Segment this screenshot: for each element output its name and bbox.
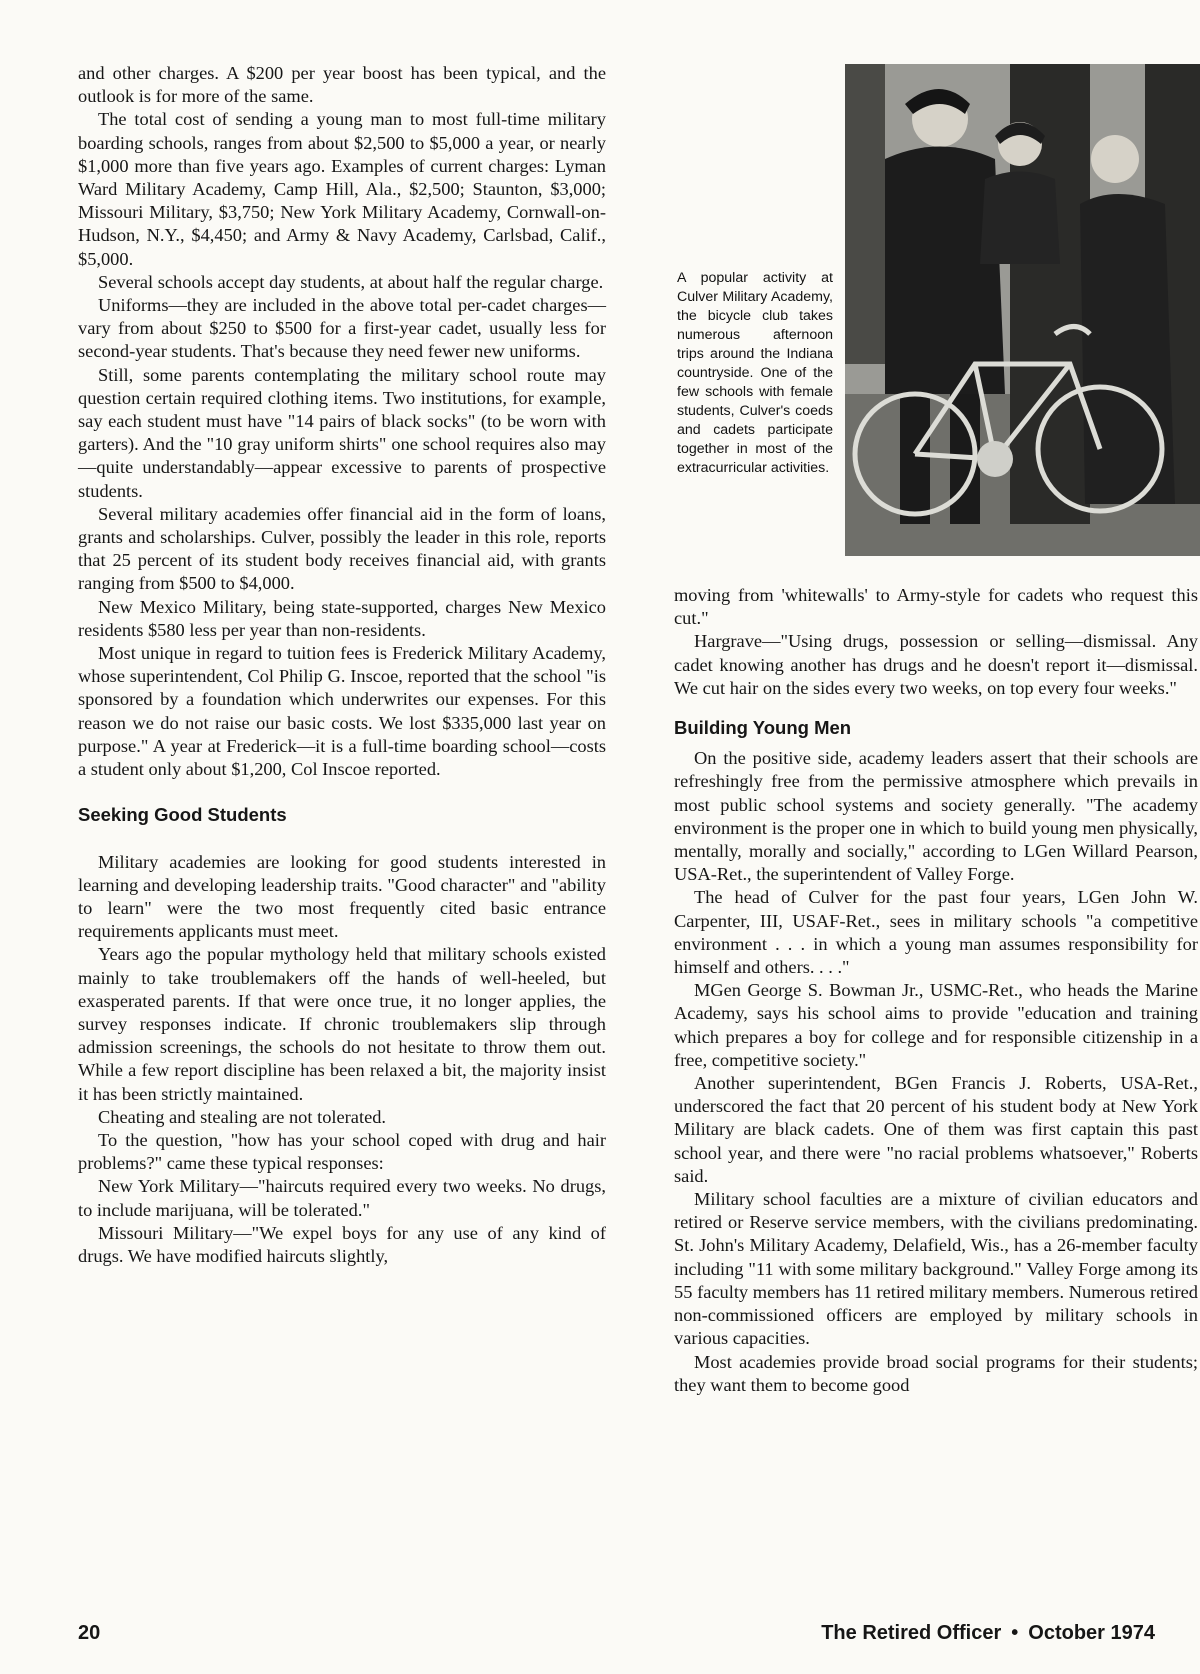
paragraph: To the question, "how has your school coped with drug and hair problems?" came these typical responses: xyxy=(78,1129,606,1174)
paragraph: Years ago the popular mythology held that military schools existed mainly to take troublemakers off the hands of well-heeled, but exasperated parents. If that were once true, it no longer applies, the survey responses indicate. If chronic troublemakers slip through admission screenings, the schools do not hesitate to throw them out. While a few report discipline has been relaxed a bit, the majority insist it has been strictly maintained. xyxy=(78,944,606,1104)
paragraph: Still, some parents contemplating the military school route may question certain required clothing items. Two institutions, for example, say each student must have "14 pairs of black socks" (to be worn with garters). And the "10 gray uniform shirts" one school requires also may—quite understandably—appear excessive to parents of prospective students. xyxy=(78,364,606,501)
paragraph: Military academies are looking for good students interested in learning and developing leadership traits. "Good character" and "ability to learn" were the two most frequently cited basic entrance requirements applicants must meet. xyxy=(78,851,606,942)
paragraph: New York Military—"haircuts required every two weeks. No drugs, to include marijuana, will be tolerated." xyxy=(78,1176,606,1220)
section-heading-building-young-men: Building Young Men xyxy=(674,717,852,739)
paragraph: moving from 'whitewalls' to Army-style for cadets who request this cut." xyxy=(674,585,1198,629)
paragraph: MGen George S. Bowman Jr., USMC-Ret., who heads the Marine Academy, says his school aims to provide "education and training which prepares a boy for college and for responsible citizenship in a free, competitive society." xyxy=(674,980,1198,1070)
paragraph: On the positive side, academy leaders assert that their schools are refreshingly free from the permissive atmosphere which prevails in most public school systems and society generally. "The academy environment is the proper one in which to build young men physically, mentally, morally and socially," according to LGen Willard Pearson, USA-Ret., the superintendent of Valley Forge. xyxy=(674,748,1198,885)
running-footer xyxy=(821,1622,1155,1645)
man-head xyxy=(1091,135,1139,183)
paragraph: Several schools accept day students, at about half the regular charge. xyxy=(98,271,604,292)
paragraph: Most unique in regard to tuition fees is Frederick Military Academy, whose superintendent, Col Philip G. Inscoe, reported that the school "is sponsored by a foundation which underwrites our expenses. For this reason we do not raise our basic costs. We lost $335,000 last year on purpose." A year at Frederick—it is a full-time boarding school—costs a student only about $1,200, Col Inscoe reported. xyxy=(78,643,606,780)
photo-caption: A popular activity at Culver Military Academy, the bicycle club takes numerous afternoon trips around the Indiana countryside. One of the few schools with female students, Culver's coeds and cadets participate together in most of the extracurricular activities. xyxy=(677,270,833,476)
paragraph: Uniforms—they are included in the above total per-cadet charges—vary from about $250 to $500 for a first-year cadet, usually less for second-year students. That's because they need fewer new uniforms. xyxy=(78,295,606,362)
paragraph: Military school faculties are a mixture of civilian educators and retired or Reserve service members, with the civilians predominating. St. John's Military Academy, Delafield, Wis., has a 26-member faculty including "11 with some military background." Valley Forge among its 55 faculty members has 11 retired military members. Numerous retired non-commissioned officers are employed by military schools in various capacities. xyxy=(674,1189,1198,1349)
bicycle-chainring xyxy=(977,441,1013,477)
photo-illustration xyxy=(845,64,1200,556)
issue-date: October 1974 xyxy=(1028,1622,1155,1644)
background-trees xyxy=(845,64,885,364)
paragraph: The head of Culver for the past four years, LGen John W. Carpenter, III, USAF-Ret., sees in military schools "a competitive environment . . . in which a young man assumes responsibility for himself and others. . . ." xyxy=(674,887,1198,978)
paragraph: New Mexico Military, being state-supported, charges New Mexico residents $580 less per year than non-residents. xyxy=(78,596,606,640)
paragraph: Several military academies offer financial aid in the form of loans, grants and scholarships. Culver, possibly the leader in this role, reports that 25 percent of its student body receives financial aid, with grants ranging from $500 to $4,000. xyxy=(78,503,606,594)
paragraph: Missouri Military—"We expel boys for any use of any kind of drugs. We have modified haircuts slightly, xyxy=(78,1222,606,1266)
paragraph: Cheating and stealing are not tolerated. xyxy=(98,1106,387,1127)
section-heading-seeking-good-students: Seeking Good Students xyxy=(78,804,287,826)
right-column xyxy=(674,584,1198,1397)
paragraph: Hargrave—"Using drugs, possession or selling—dismissal. Any cadet knowing another has drugs and he doesn't report it—dismissal. We cut hair on the sides every two weeks, on top every four weeks." xyxy=(674,631,1198,698)
coed-sweater xyxy=(980,172,1060,265)
paragraph: The total cost of sending a young man to most full-time military boarding schools, ranges from about $2,500 to $5,000 a year, or nearly $1,000 more than five years ago. Examples of current charges: Lyman Ward Military Academy, Camp Hill, Ala., $2,500; Staunton, $3,000; Missouri Military, $3,750; New York Military Academy, Cornwall-on-Hudson, N.Y., $4,450; and Army & Navy Academy, Carlsbad, Calif., $5,000. xyxy=(78,109,606,269)
paragraph: Most academies provide broad social programs for their students; they want them to become good xyxy=(674,1351,1198,1395)
paragraph: and other charges. A $200 per year boost has been typical, and the outlook is for more of the same. xyxy=(78,63,606,107)
footer-bullet: • xyxy=(1011,1622,1019,1644)
paragraph: Another superintendent, BGen Francis J. Roberts, USA-Ret., underscored the fact that 20 percent of his student body at New York Military are black cadets. One of them was first captain this past school year, and there were "no racial problems whatsoever," Roberts said. xyxy=(674,1073,1198,1186)
page-number: 20 xyxy=(78,1622,101,1644)
cadet-leg xyxy=(900,394,930,524)
bicycle-club-photo xyxy=(845,64,1200,556)
left-column xyxy=(78,62,606,1268)
publication-title: The Retired Officer xyxy=(821,1622,1002,1644)
